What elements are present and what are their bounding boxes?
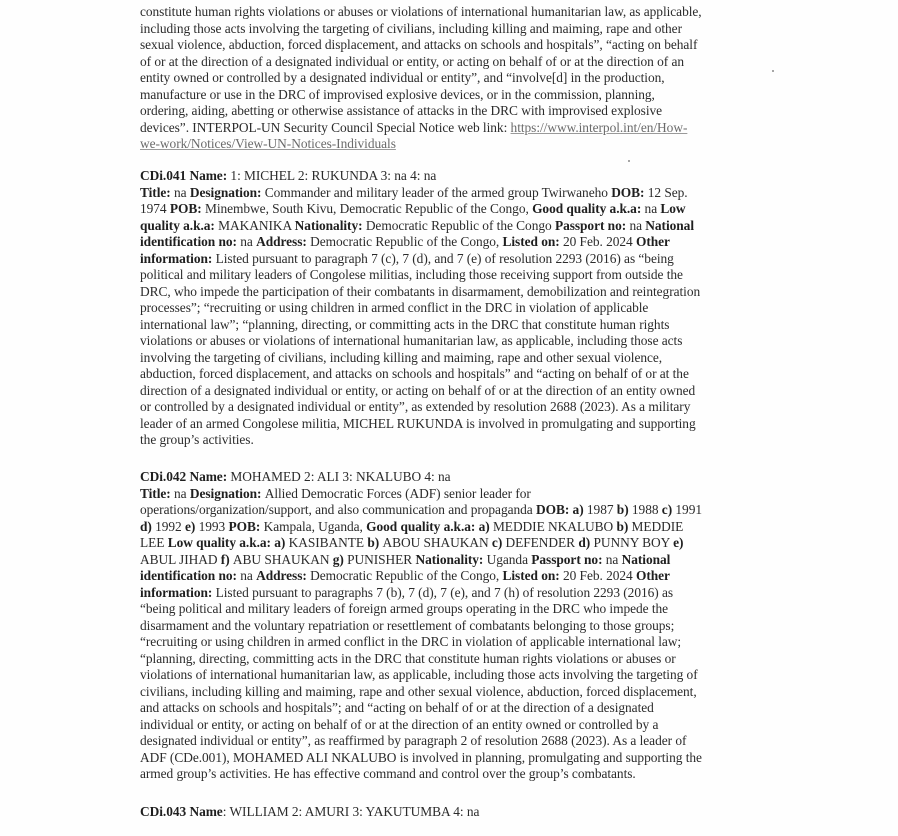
text-line bbox=[140, 486, 780, 503]
field-label: DOB: bbox=[611, 184, 648, 200]
field-label: e) bbox=[673, 535, 684, 550]
field-label: Good quality a.k.a: a) bbox=[366, 518, 493, 534]
text-line bbox=[140, 185, 780, 202]
text-line bbox=[140, 37, 780, 54]
field-value: or controlled by a designated individual or entity”, as extended by resolution 2688 (2023). As a military bbox=[140, 399, 691, 414]
field-value: 1992 bbox=[155, 518, 185, 534]
field-value: including those acts involving the targeting of civilians, including killing and maiming, rape and other bbox=[140, 20, 682, 36]
scan-speck bbox=[772, 70, 774, 72]
entry-cdi-042 bbox=[140, 469, 780, 783]
text-line bbox=[140, 733, 780, 750]
text-line bbox=[140, 267, 780, 284]
field-value: 12 Sep. bbox=[647, 184, 688, 200]
text-line bbox=[140, 234, 780, 251]
field-value: 20 Feb. 2024 bbox=[562, 568, 636, 583]
field-value: ABUL JIHAD bbox=[140, 551, 221, 567]
text-line bbox=[140, 502, 780, 519]
field-value: na bbox=[174, 485, 190, 501]
field-value: DRC, who impede the participation of their combatants in disarmament, demobilization and reintegration bbox=[140, 283, 701, 299]
text-line bbox=[140, 585, 780, 602]
entry-cdi-041 bbox=[140, 168, 780, 449]
field-value: involving the targeting of civilians, including killing and maiming, rape and other sexual violence, bbox=[140, 349, 663, 365]
text-line bbox=[140, 552, 780, 569]
field-label: Title: bbox=[140, 184, 174, 200]
field-value: MOHAMED 2: ALI 3: NKALUBO 4: na bbox=[230, 469, 451, 484]
field-value: KASIBANTE bbox=[288, 535, 368, 550]
field-value: sexual violence, abduction, forced displacement, and attacks on schools and hospitals”, “acting on behalf bbox=[140, 37, 698, 52]
field-label: c) bbox=[491, 535, 506, 550]
field-label: National bbox=[645, 217, 694, 233]
text-line bbox=[140, 333, 780, 350]
field-value: disarmament and the voluntary repatriation or resettlement of combatants belonging to those groups; bbox=[140, 617, 675, 633]
text-line bbox=[140, 432, 780, 449]
field-value: and attacks on schools and hospitals”; and “acting on behalf of or at the direction of a designated bbox=[140, 700, 654, 715]
field-value: civilians, including killing and maiming, rape and other sexual violence, abduction, forced displacement, bbox=[140, 683, 697, 699]
field-value: ABOU SHAUKAN bbox=[382, 535, 492, 550]
field-value: ordering, aiding, abetting or otherwise assistance of attacks in the DRC with improvised explosive bbox=[140, 103, 663, 118]
field-value: abduction, forced displacement, and attacks on schools and hospitals” and “acting on behalf of or at the bbox=[140, 366, 689, 381]
field-value: the group’s activities. bbox=[140, 432, 254, 447]
field-value: 1974 bbox=[140, 201, 170, 216]
field-label: b) bbox=[616, 518, 632, 534]
field-label: b) bbox=[367, 535, 383, 550]
entry-heading-line bbox=[140, 469, 780, 486]
field-value: of or at the direction of a designated individual or entity, or acting on behalf of or at the direction of an bbox=[140, 53, 685, 69]
field-label: Title: bbox=[140, 485, 174, 501]
field-value: “planning, directing, committing acts in the DRC that constitute human rights violations or abuses or bbox=[140, 650, 676, 666]
entry-heading-line bbox=[140, 804, 780, 821]
field-label: POB: bbox=[169, 201, 205, 216]
field-value: constitute human rights violations or abuses or violations of international humanitarian law, as applicable, bbox=[140, 4, 702, 19]
text-line bbox=[140, 519, 780, 536]
field-value: LEE bbox=[140, 535, 168, 550]
text-line bbox=[140, 535, 780, 552]
text-line bbox=[140, 383, 780, 400]
field-value: 1987 bbox=[586, 502, 617, 517]
field-value: 1: MICHEL 2: RUKUNDA 3: na 4: na bbox=[230, 168, 437, 183]
field-value: individual or entity, or acting on behalf of or at the direction of an entity owned or controlled by a bbox=[140, 716, 659, 732]
entry-cdi-043 bbox=[140, 804, 780, 821]
field-label: DOB: a) bbox=[535, 502, 587, 517]
field-value: operations/organization/support, and also communication and propaganda bbox=[140, 502, 536, 517]
text-line bbox=[140, 366, 780, 383]
field-label: Other bbox=[635, 568, 670, 583]
text-line bbox=[140, 684, 780, 701]
text-line bbox=[140, 70, 780, 87]
field-value: Commander and military leader of the armed group Twirwaneho bbox=[264, 184, 612, 200]
field-value: violations or abuses or violations of international humanitarian law, as applicable, including those acts bbox=[140, 333, 683, 348]
field-label: b) bbox=[616, 502, 632, 517]
interpol-notice-link[interactable]: we-work/Notices/View-UN-Notices-Individuals bbox=[140, 136, 396, 151]
field-value: DEFENDER bbox=[505, 535, 579, 550]
field-value: Democratic Republic of the Congo bbox=[365, 217, 555, 233]
text-line bbox=[140, 218, 780, 235]
field-value: 1988 bbox=[631, 502, 662, 517]
scan-speck bbox=[628, 160, 630, 162]
field-label: National bbox=[621, 551, 671, 567]
text-line bbox=[140, 284, 780, 301]
field-label: information: bbox=[140, 584, 216, 600]
field-label: Nationality: bbox=[415, 551, 487, 567]
field-value: 1991 bbox=[675, 502, 702, 517]
field-value: 1993 bbox=[198, 518, 229, 534]
text-line bbox=[140, 750, 780, 767]
text-line bbox=[140, 87, 780, 104]
field-value: MEDDIE NKALUBO bbox=[492, 518, 617, 534]
field-label: CDi.042 Name: bbox=[140, 469, 231, 484]
text-line bbox=[140, 300, 780, 317]
field-value: 20 Feb. 2024 bbox=[562, 234, 636, 249]
text-line bbox=[140, 4, 780, 21]
text-line bbox=[140, 103, 780, 120]
field-value: direction of a designated individual or entity, or acting on behalf of or at the direction of an entity owned bbox=[140, 382, 696, 398]
field-label: e) bbox=[185, 518, 199, 534]
text-line bbox=[140, 601, 780, 618]
field-value: Democratic Republic of the Congo, bbox=[310, 234, 503, 249]
field-value: : WILLIAM 2: AMURI 3: YAKUTUMBA 4: na bbox=[222, 804, 480, 819]
text-line bbox=[140, 21, 780, 38]
field-value: na bbox=[605, 551, 622, 567]
field-value: MEDDIE bbox=[631, 518, 684, 534]
text-line bbox=[140, 136, 780, 153]
text-line bbox=[140, 634, 780, 651]
field-value: Uganda bbox=[486, 551, 532, 567]
field-label: quality a.k.a: bbox=[140, 217, 219, 233]
field-value: ADF (CDe.001), MOHAMED ALI NKALUBO is involved in planning, promulgating and supporting the bbox=[140, 749, 702, 765]
field-value: manufacture or use in the DRC of improvised explosive devices, or in the commission, planning, bbox=[140, 86, 655, 102]
field-label: Low bbox=[660, 201, 686, 216]
field-value: PUNISHER bbox=[347, 551, 416, 567]
text-line bbox=[140, 201, 780, 218]
field-value: political and military leaders of Congolese militias, including those receiving support from outside the bbox=[140, 267, 683, 282]
field-label: CDi.041 Name: bbox=[140, 168, 231, 183]
field-label: Address: bbox=[256, 234, 311, 249]
entry-heading-line bbox=[140, 168, 780, 185]
field-value: designated individual or entity”, as reaffirmed by paragraph 2 of resolution 2688 (2023). As a leader of bbox=[140, 733, 687, 748]
field-label: CDi.043 Name bbox=[140, 804, 223, 819]
field-value: leader of an armed Congolese militia, MICHEL RUKUNDA is involved in promulgating and supporting bbox=[140, 415, 696, 431]
continuation-paragraph bbox=[140, 4, 780, 153]
text-line bbox=[140, 717, 780, 734]
text-line bbox=[140, 251, 780, 268]
field-label: Designation: bbox=[189, 184, 265, 200]
text-line bbox=[140, 618, 780, 635]
field-label: identification no: bbox=[140, 234, 241, 249]
field-label: Low quality a.k.a: a) bbox=[167, 535, 289, 550]
text-line bbox=[140, 416, 780, 433]
field-label: Passport no: bbox=[531, 551, 606, 567]
text-line bbox=[140, 120, 780, 137]
field-value: MAKANIKA bbox=[218, 217, 295, 233]
text-line bbox=[140, 317, 780, 334]
field-value: na bbox=[174, 184, 190, 200]
field-value: Listed pursuant to paragraph 7 (c), 7 (d), and 7 (e) of resolution 2293 (2016) as “being bbox=[215, 250, 674, 266]
field-label: information: bbox=[140, 250, 216, 266]
field-value: devices”. INTERPOL-UN Security Council Special Notice web link: bbox=[140, 119, 511, 135]
field-value: entity owned or controlled by a designated individual or entity”, and “involve[d] in the production, bbox=[140, 70, 665, 85]
field-label: Other bbox=[635, 234, 670, 249]
field-label: d) bbox=[578, 535, 594, 550]
field-value: Minembwe, South Kivu, Democratic Republic of the Congo, bbox=[204, 201, 533, 216]
field-label: Passport no: bbox=[554, 217, 630, 233]
text-line bbox=[140, 568, 780, 585]
field-value: Kampala, Uganda, bbox=[263, 518, 367, 534]
field-label: Good quality a.k.a: bbox=[532, 201, 645, 216]
field-value: Democratic Republic of the Congo, bbox=[310, 568, 503, 583]
field-value: Listed pursuant to paragraphs 7 (b), 7 (d), 7 (e), and 7 (h) of resolution 2293 (2016) as bbox=[215, 584, 674, 600]
field-value: “recruiting or using children in armed conflict in the DRC in violation of applicable international law; bbox=[140, 634, 682, 649]
field-value: ABU SHAUKAN bbox=[232, 551, 333, 567]
field-value: “being political and military leaders of foreign armed groups operating in the DRC who impede the bbox=[140, 601, 669, 616]
field-value: na bbox=[644, 201, 661, 216]
field-label: identification no: bbox=[140, 568, 241, 583]
text-line bbox=[140, 399, 780, 416]
text-line bbox=[140, 700, 780, 717]
field-value: PUNNY BOY bbox=[593, 535, 674, 550]
field-label: Designation: bbox=[189, 485, 265, 501]
field-value: Allied Democratic Forces (ADF) senior leader for bbox=[264, 485, 531, 501]
field-label: c) bbox=[661, 502, 676, 517]
field-value: processes”; “recruiting or using children in armed conflict in the DRC in violation of applicable bbox=[140, 300, 649, 315]
text-line bbox=[140, 350, 780, 367]
field-label: d) bbox=[140, 518, 156, 534]
field-value: na bbox=[240, 234, 257, 249]
text-line bbox=[140, 651, 780, 668]
field-label: g) bbox=[332, 551, 348, 567]
field-value: violations of international humanitarian law, as applicable, including those acts involving the targeting of bbox=[140, 667, 698, 682]
text-line bbox=[140, 667, 780, 684]
interpol-notice-link[interactable]: https://www.interpol.int/en/How- bbox=[510, 119, 688, 135]
field-label: Address: bbox=[256, 568, 311, 583]
text-line bbox=[140, 766, 780, 783]
field-value: na bbox=[629, 217, 646, 233]
field-value: armed group’s activities. He has effective command and control over the group’s combatants. bbox=[140, 766, 636, 781]
field-label: POB: bbox=[228, 518, 264, 534]
field-value: international law”; “planning, directing, or committing acts in the DRC that constitute human rights bbox=[140, 316, 670, 332]
field-label: Listed on: bbox=[502, 234, 563, 249]
text-line bbox=[140, 54, 780, 71]
field-label: Nationality: bbox=[294, 217, 366, 233]
field-value: na bbox=[240, 568, 257, 583]
field-label: f) bbox=[220, 551, 233, 567]
field-label: Listed on: bbox=[502, 568, 563, 583]
